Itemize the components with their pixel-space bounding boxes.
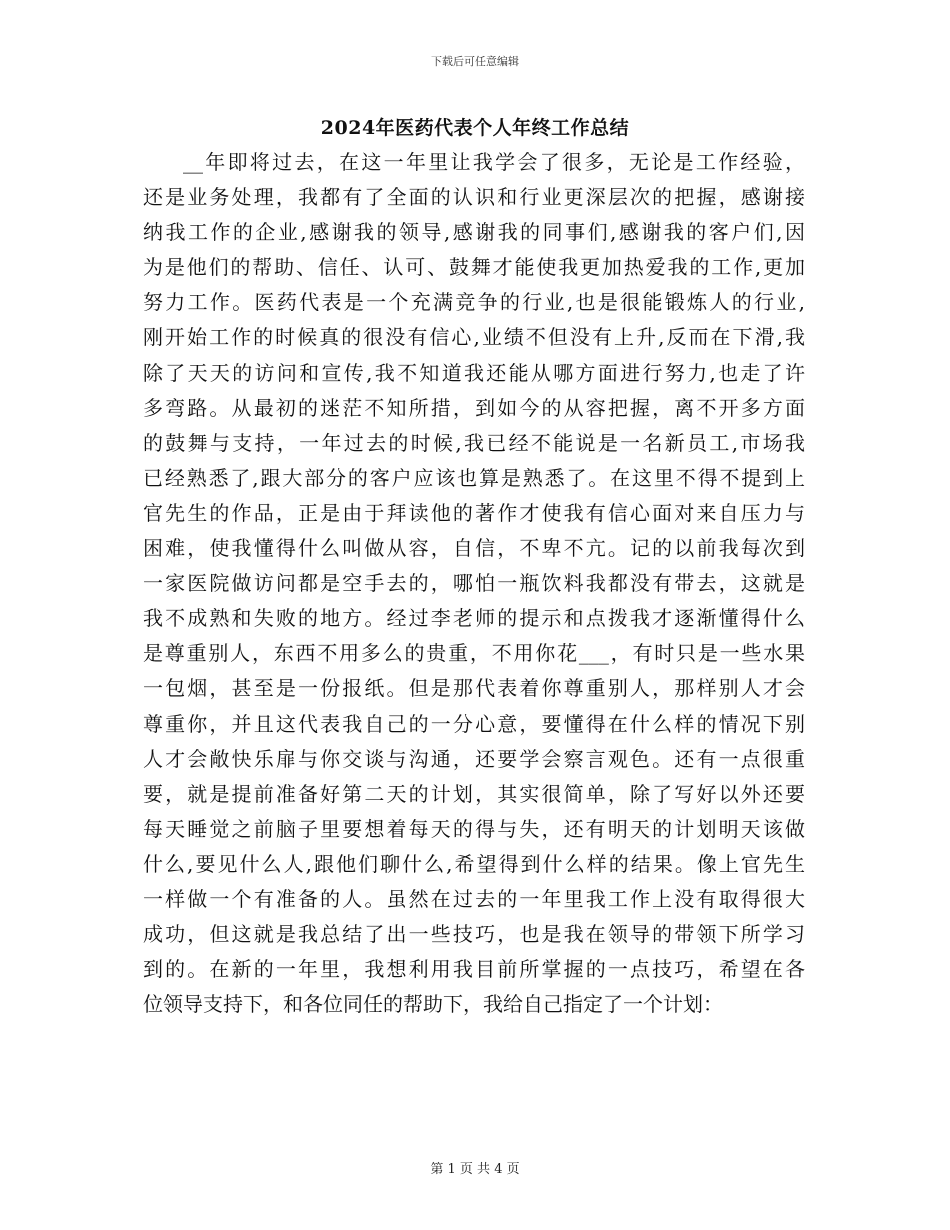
paragraph-line: 要，就是提前准备好第二天的计划，其实很简单，除了写好以外还要 <box>143 781 805 806</box>
paragraph-line: 人才会敞快乐扉与你交谈与沟通，还要学会察言观色。还有一点很重 <box>143 746 805 771</box>
paragraph-line: 为是他们的帮助、信任、认可、鼓舞才能使我更加热爱我的工作,更加 <box>143 255 805 280</box>
paragraph-line: 纳我工作的企业,感谢我的领导,感谢我的同事们,感谢我的客户们,因 <box>143 220 805 245</box>
paragraph-line: 的鼓舞与支持，一年过去的时候,我已经不能说是一名新员工,市场我 <box>143 430 805 455</box>
paragraph-line: __年即将过去，在这一年里让我学会了很多，无论是工作经验， <box>183 150 805 174</box>
paragraph-line: 努力工作。医药代表是一个充满竞争的行业,也是很能锻炼人的行业, <box>143 290 805 315</box>
paragraph-line: 困难，使我懂得什么叫做从容，自信，不卑不亢。记的以前我每次到 <box>143 536 805 561</box>
paragraph-line: 刚开始工作的时候真的很没有信心,业绩不但没有上升,反而在下滑,我 <box>143 325 805 350</box>
paragraph-line: 我不成熟和失败的地方。经过李老师的提示和点拨我才逐渐懂得什么 <box>143 606 805 631</box>
document-title: 2024年医药代表个人年终工作总结 <box>320 117 630 139</box>
paragraph-line: 还是业务处理，我都有了全面的认识和行业更深层次的把握，感谢接 <box>143 185 805 210</box>
paragraph-line: 位领导支持下，和各位同任的帮助下，我给自己指定了一个计划： <box>143 992 723 1017</box>
paragraph-line: 已经熟悉了,跟大部分的客户应该也算是熟悉了。在这里不得不提到上 <box>143 465 805 490</box>
paragraph-line: 尊重你，并且这代表我自己的一分心意，要懂得在什么样的情况下别 <box>143 711 805 736</box>
paragraph-line: 除了天天的访问和宣传,我不知道我还能从哪方面进行努力,也走了许 <box>143 360 805 385</box>
paragraph-line: 一样做一个有准备的人。虽然在过去的一年里我工作上没有取得很大 <box>143 886 805 911</box>
paragraph-line: 成功，但这就是我总结了出一些技巧，也是我在领导的带领下所学习 <box>143 922 805 947</box>
paragraph-line: 到的。在新的一年里，我想利用我目前所掌握的一点技巧，希望在各 <box>143 957 805 982</box>
paragraph-line: 是尊重别人，东西不用多么的贵重，不用你花___，有时只是一些水果 <box>143 641 805 666</box>
paragraph-line: 官先生的作品，正是由于拜读他的著作才使我有信心面对来自压力与 <box>143 500 805 525</box>
header-note: 下载后可任意编辑 <box>431 55 519 68</box>
paragraph-line: 每天睡觉之前脑子里要想着每天的得与失，还有明天的计划明天该做 <box>143 816 805 841</box>
paragraph-line: 什么,要见什么人,跟他们聊什么,希望得到什么样的结果。像上官先生 <box>143 851 805 876</box>
paragraph-line: 多弯路。从最初的迷茫不知所措，到如今的从容把握，离不开多方面 <box>143 395 805 420</box>
page-footer: 第 1 页 共 4 页 <box>430 1162 520 1177</box>
body-paragraph <box>143 145 805 1022</box>
paragraph-line: 一包烟，甚至是一份报纸。但是那代表着你尊重别人，那样别人才会 <box>143 676 805 701</box>
paragraph-line: 一家医院做访问都是空手去的，哪怕一瓶饮料我都没有带去，这就是 <box>143 571 805 596</box>
